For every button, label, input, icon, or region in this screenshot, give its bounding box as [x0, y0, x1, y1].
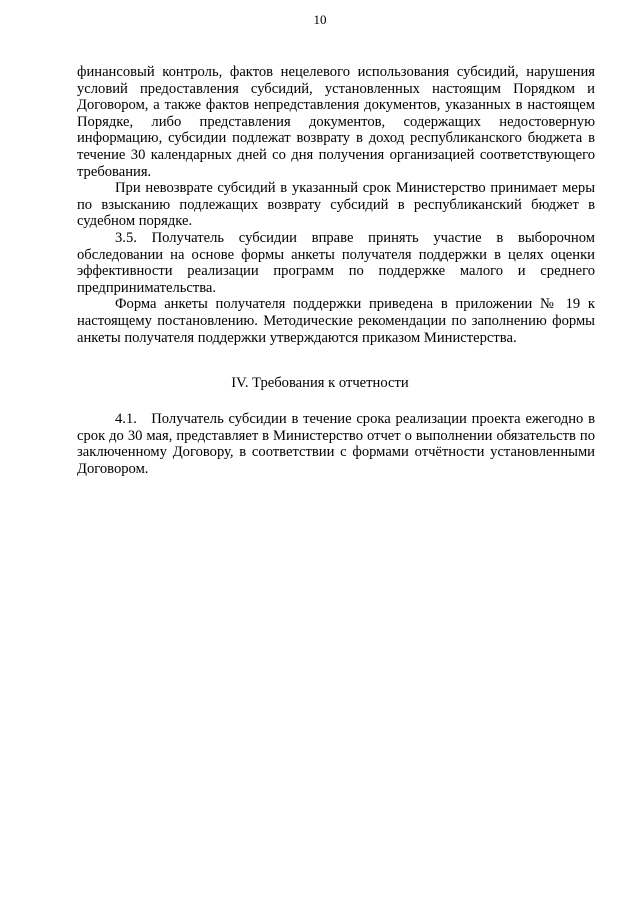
section-iv-heading: IV. Требования к отчетности — [231, 375, 409, 391]
page-number: 10 — [313, 12, 327, 27]
paragraph-subsidy-return: финансовый контроль, фактов нецелевого использования субсидий, нарушения условий предоставления субсидий, установленных настоящим Порядком и Договором, а также фактов непредставления документов, указанных в настоящем Порядке, либо представления документов, содержащих недостоверную информацию, субсидии подлежат возврату в доход республиканского бюджета в течение 30 календарных дней со дня получения организацией соответствующего требования. — [77, 64, 595, 180]
paragraph-4-1: 4.1. Получатель субсидии в течение срока реализации проекта ежегодно в срок до 30 мая, представляет в Министерство отчет о выполнении обязательств по заключенному Договору, в соответствии с формами отчётности установленными Договором. — [77, 411, 599, 477]
section-4-text — [77, 411, 599, 477]
paragraph-non-return: При невозврате субсидий в указанный срок Министерство принимает меры по взысканию подлежащих возврату субсидий в республиканский бюджет в судебном порядке. — [77, 180, 595, 230]
section-3-text — [77, 64, 595, 346]
paragraph-survey-form: Форма анкеты получателя поддержки приведена в приложении № 19 к настоящему постановлению. Методические рекомендации по заполнению формы анкеты получателя поддержки утверждаются приказом Министерства. — [77, 296, 595, 346]
paragraph-3-5: 3.5. Получатель субсидии вправе принять участие в выборочном обследовании на основе формы анкеты получателя поддержки в целях оценки эффективности реализации программ по поддержке малого и среднего предпринимательства. — [77, 229, 595, 296]
